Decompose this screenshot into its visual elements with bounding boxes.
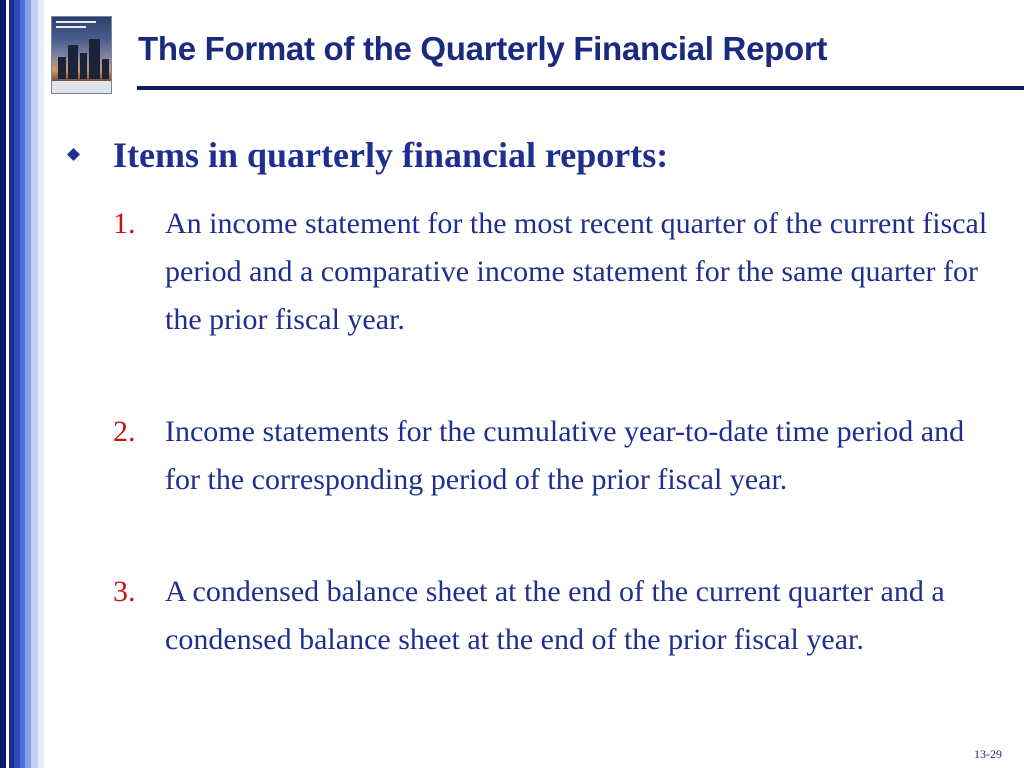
list-item-number: 3. [113,575,136,608]
title-underline [137,86,1024,90]
list-item-text: A condensed balance sheet at the end of the current quarter and a condensed balance sheet at the end of the prior fiscal year. [165,575,945,656]
list-item-text: Income statements for the cumulative year-to-date time period and for the corresponding period of the prior fiscal year. [165,415,965,496]
list-item-number: 2. [113,415,136,448]
decorative-side-bar [0,0,44,768]
diamond-bullet-icon [67,148,80,161]
textbook-cover-image [51,16,112,94]
section-heading: Items in quarterly financial reports: [113,135,669,175]
slide-title: The Format of the Quarterly Financial Report [138,30,828,67]
list-item-text: An income statement for the most recent quarter of the current fiscal period and a comparative income statement for the same quarter for the prior fiscal year. [165,207,988,336]
page-number: 13-29 [974,747,1002,761]
list-item-number: 1. [113,207,136,240]
